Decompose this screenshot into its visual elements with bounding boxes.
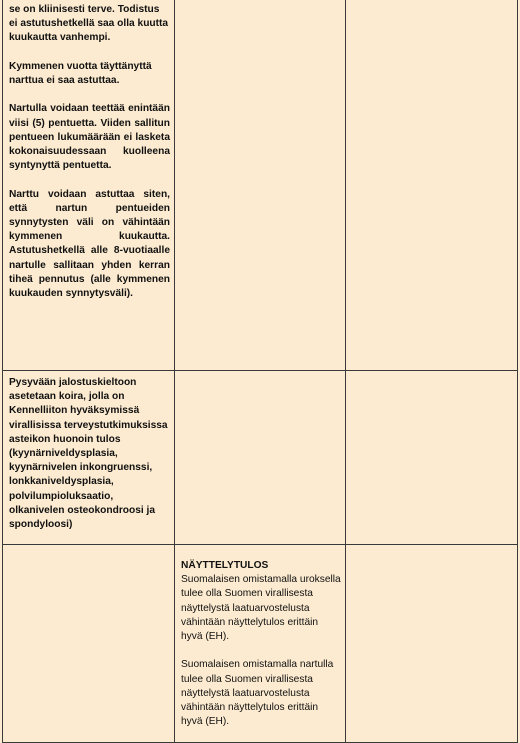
table-cell-empty — [346, 0, 518, 371]
table-cell-empty — [175, 371, 346, 545]
paragraph-age-limit: Kymmenen vuotta täyttänyttä narttua ei saa astuttaa. — [9, 60, 152, 86]
paragraph-female-show-result: Suomalaisen omistamalla nartulla tulee olla Suomen virallisesta näyttelystä laatuarvostelusta vähintään näyttelytulos erittäin hyvä (EH). — [181, 659, 334, 728]
breeding-rules-table — [2, 0, 518, 743]
section-heading-show-result: NÄYTTELYTULOS — [181, 560, 269, 571]
paragraph-breeding-ban: Pysyvään jalostuskieltoon asetetaan koira, jolla on Kennelliiton hyväksymissä virallisissa terveystutkimuksissa asteikon huonoin tulos (kyynärniveldysplasia, kyynärnivelen inkongruenssi, lonkkaniveldysplasia, polvilumpioluksaatio, olkanivelen osteokondroosi ja spondyloosi) — [9, 377, 168, 531]
paragraph-litter-count: Nartulla voidaan teettää enintään viisi (5) pentuetta. Viiden sallitun pentueen lukumäärään ei lasketa kokonaisuudessaan kuolleena syntynyttä pentuetta. — [9, 103, 170, 172]
table-cell-empty — [346, 545, 518, 743]
table-cell-requirements — [3, 0, 175, 371]
paragraph-male-show-result: Suomalaisen omistamalla uroksella tulee olla Suomen virallisesta näyttelystä laatuarvostelusta vähintään näyttelytulos erittäin hyvä (EH). — [181, 574, 341, 643]
table-cell-empty — [346, 371, 518, 545]
table-row — [3, 0, 518, 371]
table-cell-empty — [175, 0, 346, 371]
paragraph-health-certificate: se on kliinisesti terve. Todistus ei astutushetkellä saa olla kuutta kuukautta vanhempi. — [9, 4, 169, 44]
table-cell-empty — [3, 545, 175, 743]
table-cell-breeding-ban — [3, 371, 175, 545]
table-row — [3, 545, 518, 743]
table-row — [3, 371, 518, 545]
table-cell-show-result — [175, 545, 346, 743]
paragraph-litter-interval: Narttu voidaan astuttaa siten, että nartun pentueiden synnytysten väli on vähintään kymmenen kuukautta. Astutushetkellä alle 8-vuotiaalle nartulle sallitaan yhden kerran tiheä pennutus (alle kymmenen kuukauden synnytysväli). — [9, 188, 170, 300]
